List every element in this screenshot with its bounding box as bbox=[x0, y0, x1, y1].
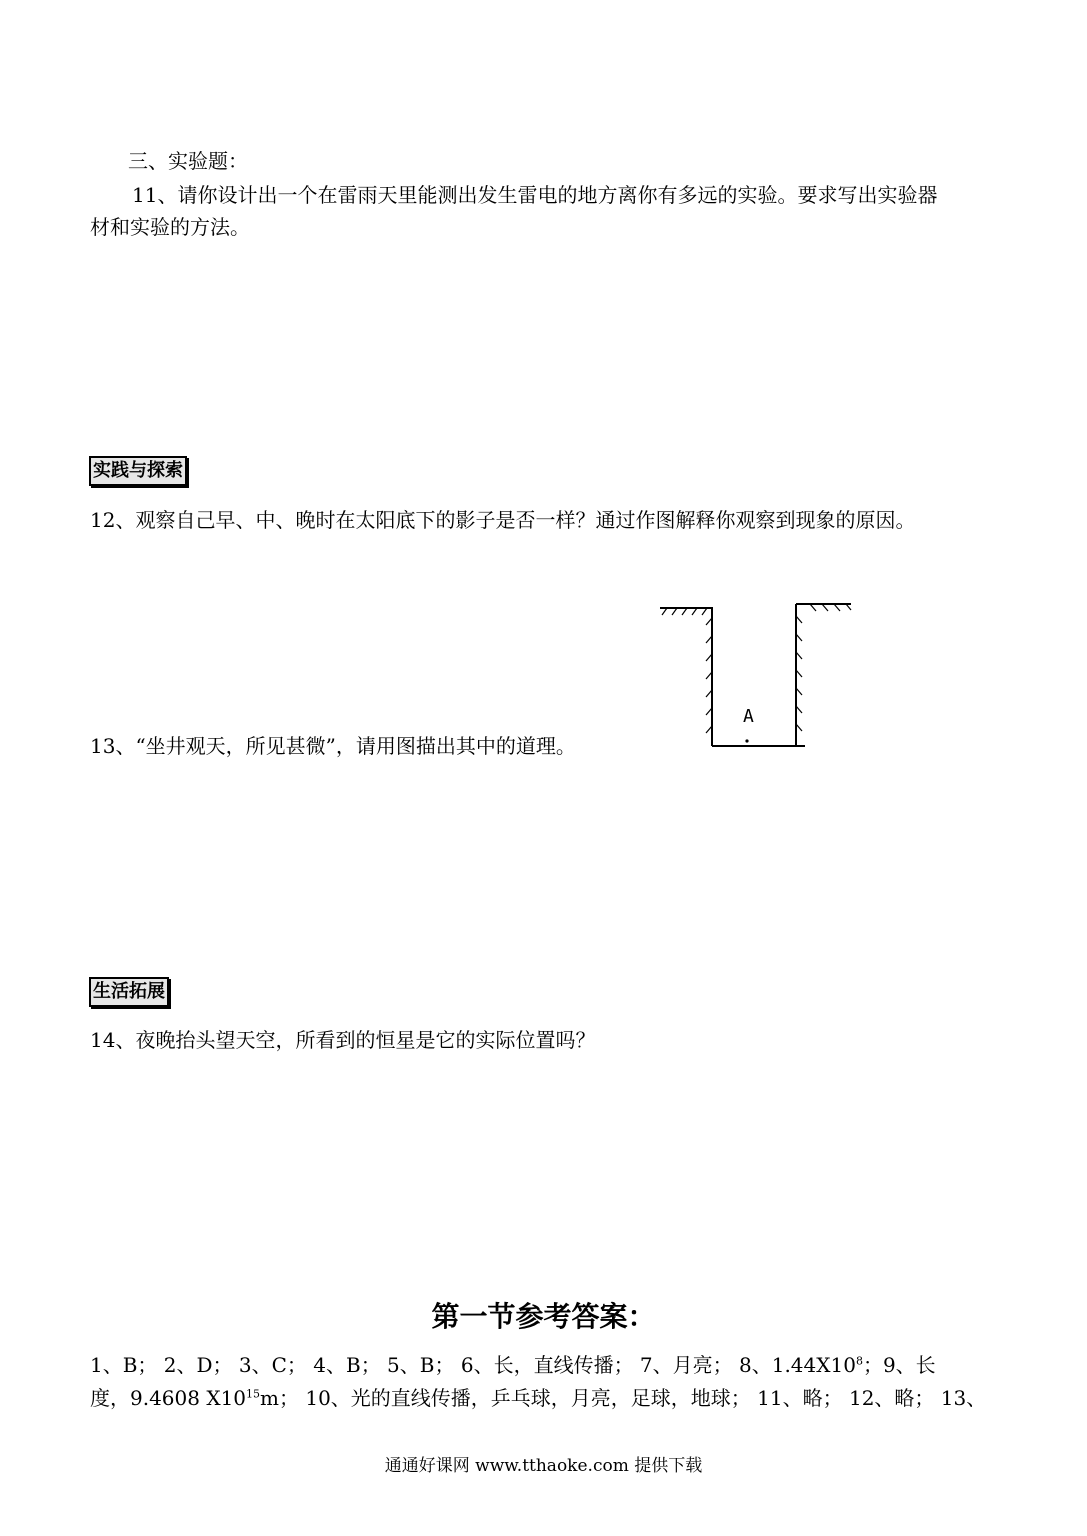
answers-line2-text: 度，9.4608 X10 bbox=[90, 1386, 247, 1410]
answers-line2-tail: m； 10、光的直线传播，乒乓球，月亮，足球，地球； 11、略； 12、略； 13、 bbox=[260, 1386, 987, 1410]
question-12: 12、观察自己早、中、晚时在太阳底下的影子是否一样？通过作图解释你观察到现象的原因。 bbox=[90, 508, 916, 532]
page-footer: 通通好课网 www.tthaoke.com 提供下载 bbox=[384, 1456, 703, 1476]
answers-line1-exponent: 8 bbox=[855, 1354, 863, 1368]
answers-line2 bbox=[90, 1385, 986, 1411]
well-diagram bbox=[655, 598, 855, 758]
well-point-label: A bbox=[743, 706, 754, 727]
answers-line2-exponent: 15 bbox=[246, 1387, 261, 1401]
question-11-line1: 11、请你设计出一个在雷雨天里能测出发生雷电的地方离你有多远的实验。要求写出实验器 bbox=[132, 183, 938, 207]
answers-line1 bbox=[90, 1352, 936, 1378]
answers-heading: 第一节参考答案： bbox=[431, 1300, 656, 1333]
practice-explore-box: 实践与探索 bbox=[89, 456, 187, 486]
question-13: 13、“坐井观天，所见甚微”，请用图描出其中的道理。 bbox=[90, 734, 576, 758]
life-extension-box: 生活拓展 bbox=[89, 977, 169, 1007]
well-point-marker bbox=[745, 739, 748, 742]
section3-heading: 三、实验题： bbox=[128, 149, 248, 173]
answers-line1-tail: ；9、长 bbox=[862, 1353, 936, 1377]
answers-line1-text: 1、B； 2、D； 3、C； 4、B； 5、B； 6、长，直线传播； 7、月亮； 8、1.44X10 bbox=[90, 1353, 856, 1377]
question-14: 14、夜晚抬头望天空，所看到的恒星是它的实际位置吗？ bbox=[90, 1028, 596, 1052]
question-11-line2: 材和实验的方法。 bbox=[90, 215, 250, 239]
